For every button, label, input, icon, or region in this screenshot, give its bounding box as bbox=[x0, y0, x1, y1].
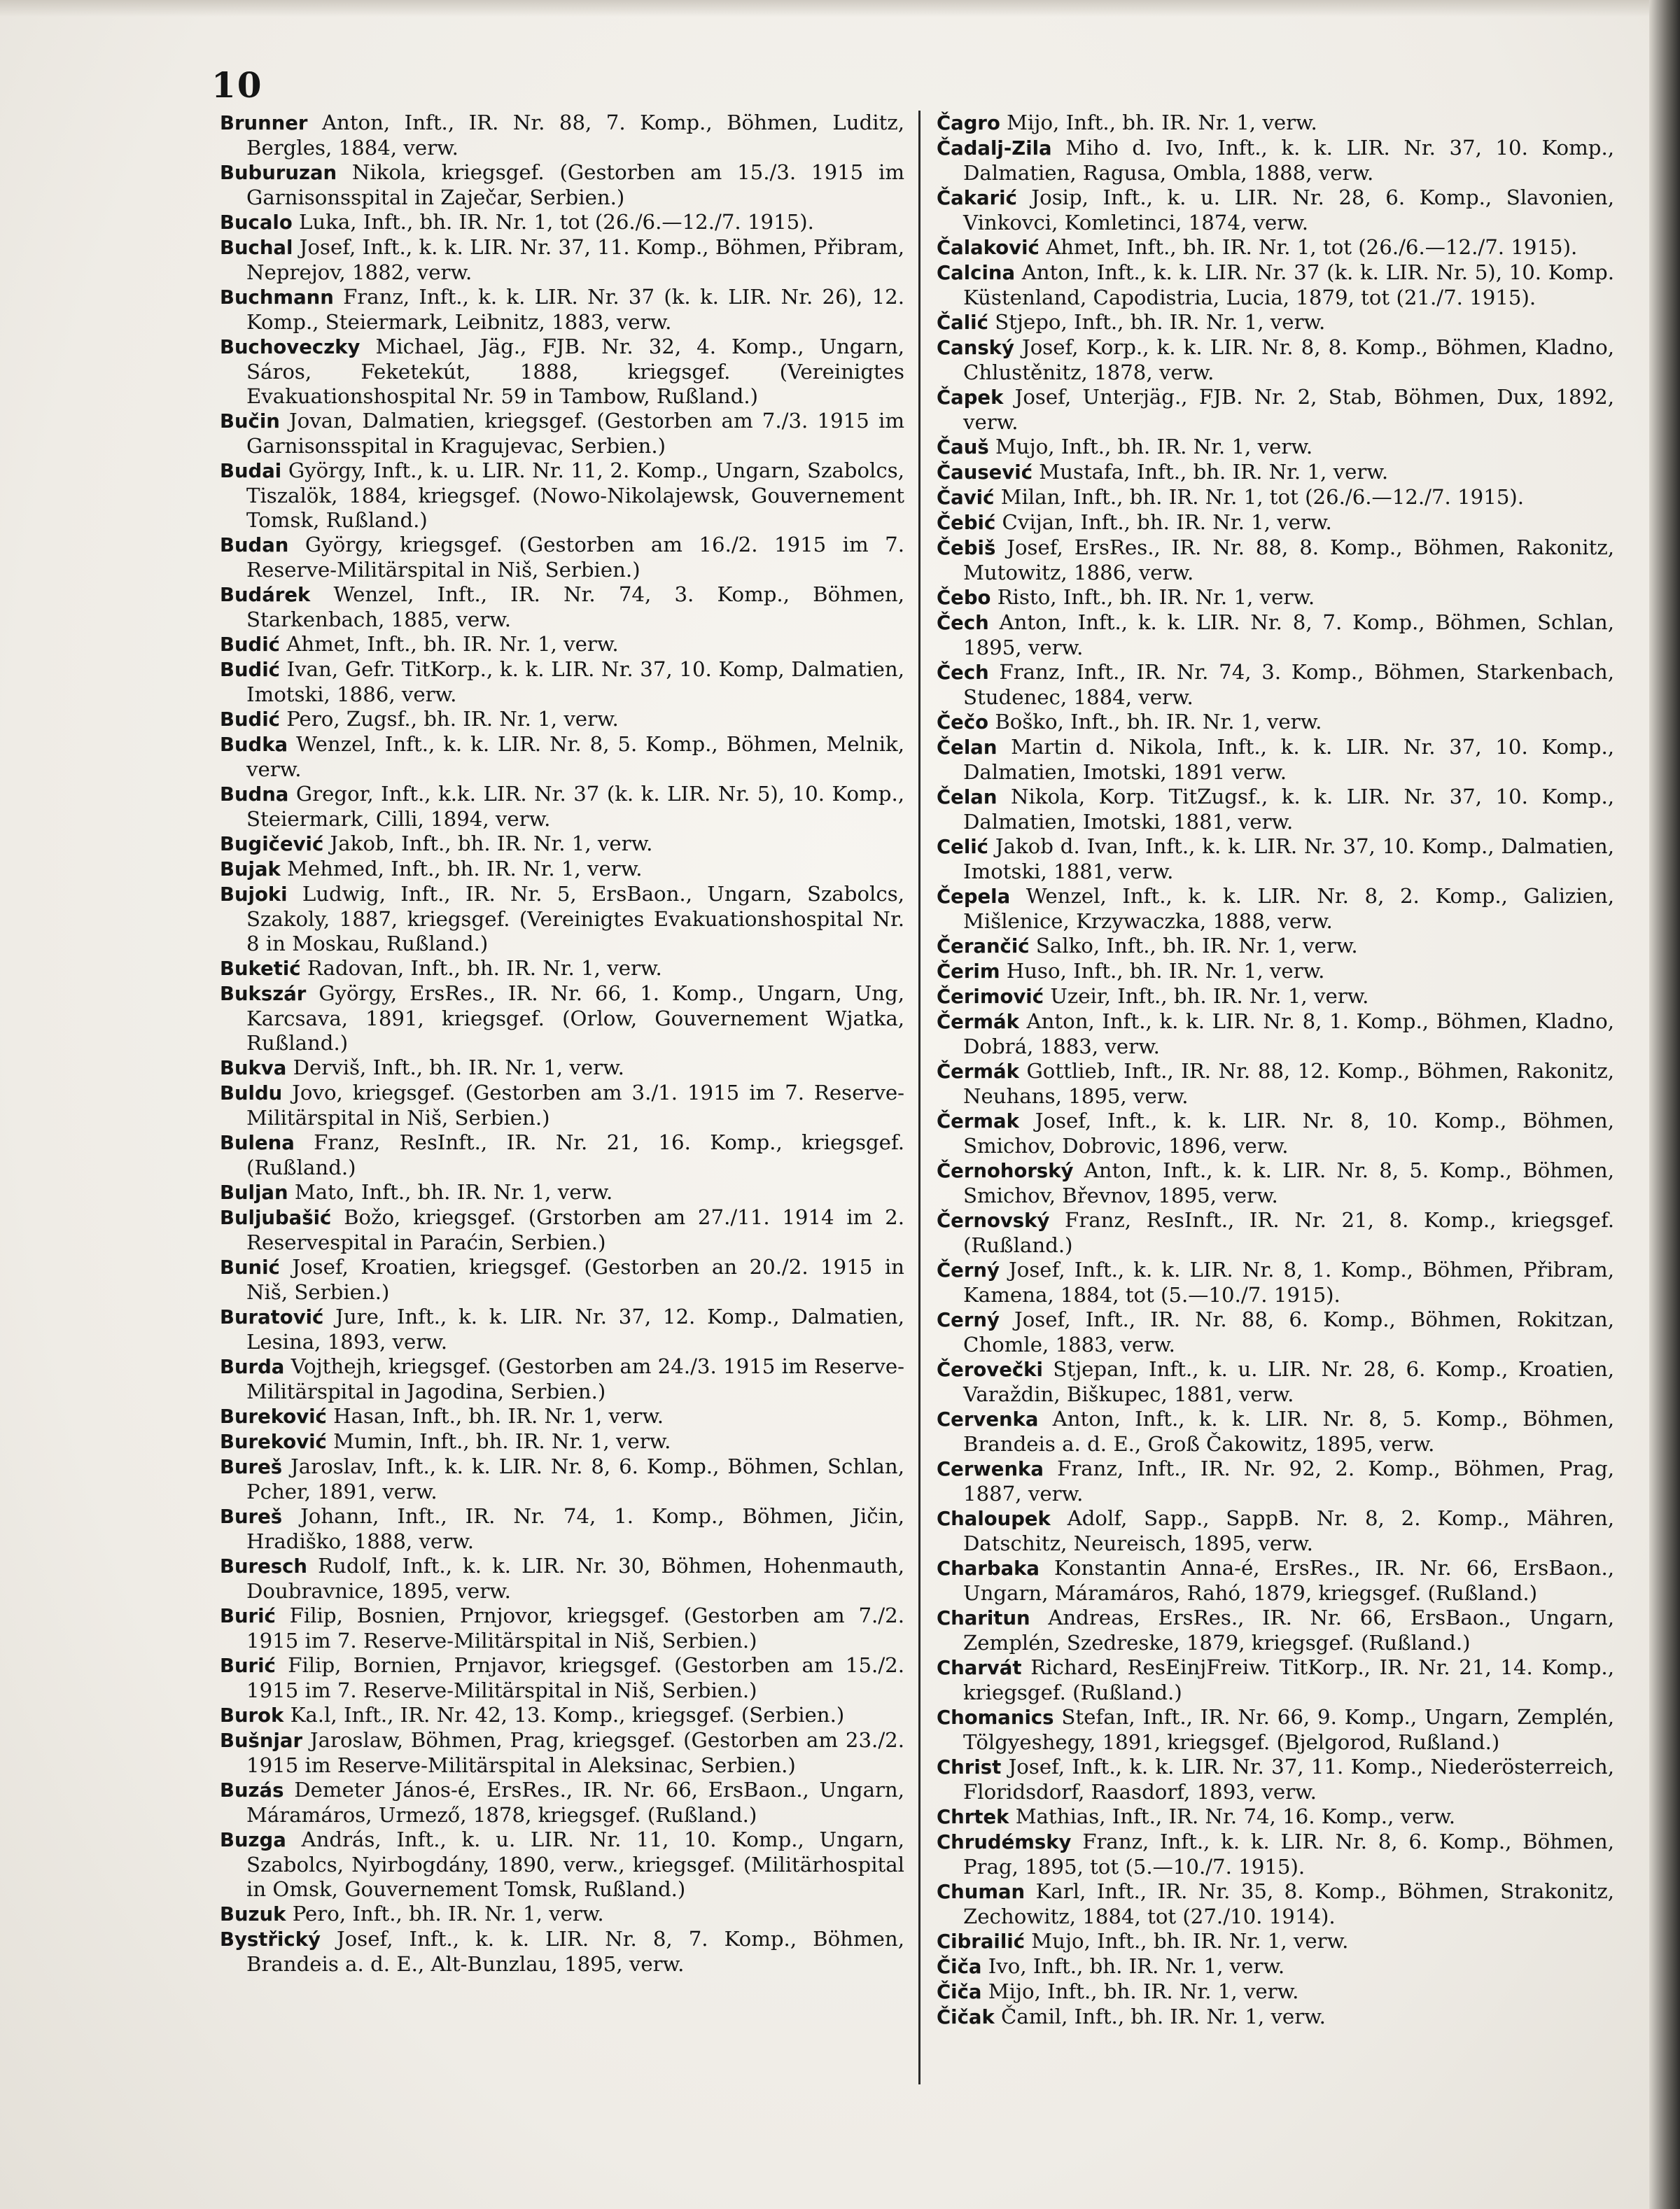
entry-surname: Cerwenka bbox=[937, 1458, 1044, 1480]
entry-surname: Čerim bbox=[937, 960, 1000, 983]
entry-details: Josip, Inft., k. u. LIR. Nr. 28, 6. Komp., Slavonien, Vinkovci, Komletinci, 1874, verw. bbox=[963, 185, 1614, 234]
entry-details: Mustafa, Inft., bh. IR. Nr. 1, verw. bbox=[1039, 460, 1389, 484]
entry-details: Čamil, Inft., bh. IR. Nr. 1, verw. bbox=[1001, 2005, 1326, 2028]
entry-surname: Chaloupek bbox=[937, 1508, 1051, 1530]
list-item bbox=[220, 1130, 904, 1180]
entry-surname: Buketić bbox=[220, 958, 301, 980]
list-item bbox=[937, 1109, 1614, 1158]
list-item bbox=[937, 1804, 1614, 1830]
entry-details: Ka.l, Inft., IR. Nr. 42, 13. Komp., kriegsgef. (Serbien.) bbox=[290, 1703, 845, 1727]
entry-details: Derviš, Inft., bh. IR. Nr. 1, verw. bbox=[293, 1056, 624, 1079]
entry-details: Cvijan, Inft., bh. IR. Nr. 1, verw. bbox=[1002, 510, 1332, 534]
list-item bbox=[220, 533, 904, 582]
list-item bbox=[937, 1158, 1614, 1208]
list-item bbox=[937, 235, 1614, 260]
entry-details: Wenzel, Inft., k. k. LIR. Nr. 8, 5. Komp., Böhmen, Melnik, verw. bbox=[246, 732, 904, 781]
entry-surname: Čapek bbox=[937, 386, 1004, 409]
list-item bbox=[937, 335, 1614, 385]
entry-details: Mehmed, Inft., bh. IR. Nr. 1, verw. bbox=[287, 857, 643, 881]
list-item bbox=[937, 136, 1614, 185]
entry-details: Jovan, Dalmatien, kriegsgef. (Gestorben am 7./3. 1915 im Garnisonsspital in Kragujevac, Serbien.) bbox=[246, 409, 904, 458]
entry-details: Mathias, Inft., IR. Nr. 74, 16. Komp., verw. bbox=[1015, 1804, 1456, 1828]
entry-surname: Bukszár bbox=[220, 983, 307, 1005]
entry-surname: Budna bbox=[220, 783, 289, 806]
column-divider bbox=[918, 111, 920, 2084]
entry-surname: Chomanics bbox=[937, 1706, 1054, 1729]
entry-details: Franz, Inft., IR. Nr. 74, 3. Komp., Böhmen, Starkenbach, Studenec, 1884, verw. bbox=[963, 660, 1614, 709]
list-item bbox=[937, 111, 1614, 136]
list-item bbox=[937, 959, 1614, 984]
entry-details: Filip, Bornien, Prnjavor, kriegsgef. (Gestorben am 15./2. 1915 im 7. Reserve-Militärspital in Niš, Serbien.) bbox=[246, 1653, 904, 1702]
entry-details: Johann, Inft., IR. Nr. 74, 1. Komp., Böhmen, Jičin, Hradiško, 1888, verw. bbox=[246, 1504, 904, 1553]
list-item bbox=[937, 1407, 1614, 1457]
entry-details: Ivo, Inft., bh. IR. Nr. 1, verw. bbox=[988, 1954, 1285, 1978]
entry-surname: Čečo bbox=[937, 711, 989, 734]
list-item bbox=[220, 1604, 904, 1653]
entry-details: Mijo, Inft., bh. IR. Nr. 1, verw. bbox=[988, 1979, 1299, 2003]
list-item bbox=[937, 1059, 1614, 1109]
list-item bbox=[220, 1255, 904, 1305]
entry-surname: Bureković bbox=[220, 1405, 327, 1428]
list-item bbox=[220, 882, 904, 956]
entry-details: Andreas, ErsRes., IR. Nr. 66, ErsBaon., Ungarn, Zemplén, Szedreske, 1879, kriegsgef. (Rußland.) bbox=[963, 1606, 1614, 1655]
entry-details: Ludwig, Inft., IR. Nr. 5, ErsBaon., Ungarn, Szabolcs, Szakoly, 1887, kriegsgef. (Vereinigtes Evakuationshospital Nr. 8 in Moskau, Rußland.) bbox=[246, 882, 904, 955]
entry-surname: Čebiš bbox=[937, 537, 996, 559]
list-item bbox=[937, 185, 1614, 235]
list-item bbox=[220, 1081, 904, 1130]
entry-surname: Čerovečki bbox=[937, 1359, 1043, 1381]
list-item bbox=[220, 707, 904, 732]
entry-surname: Čauš bbox=[937, 436, 989, 458]
entry-surname: Buratović bbox=[220, 1306, 324, 1328]
entry-details: Pero, Zugsf., bh. IR. Nr. 1, verw. bbox=[286, 707, 619, 731]
list-item bbox=[220, 335, 904, 409]
list-item bbox=[937, 735, 1614, 785]
entry-surname: Burić bbox=[220, 1655, 276, 1677]
list-item bbox=[937, 260, 1614, 310]
entry-surname: Bunić bbox=[220, 1256, 280, 1279]
list-item bbox=[937, 1258, 1614, 1307]
list-item bbox=[937, 1009, 1614, 1059]
entry-details: Hasan, Inft., bh. IR. Nr. 1, verw. bbox=[333, 1404, 664, 1428]
entry-details: Uzeir, Inft., bh. IR. Nr. 1, verw. bbox=[1050, 984, 1369, 1008]
entry-details: Anton, Inft., k. k. LIR. Nr. 8, 1. Komp., Böhmen, Kladno, Dobrá, 1883, verw. bbox=[963, 1009, 1614, 1058]
list-item bbox=[937, 535, 1614, 585]
list-item bbox=[937, 710, 1614, 735]
entry-surname: Černý bbox=[937, 1259, 1000, 1282]
entry-surname: Charvát bbox=[937, 1657, 1022, 1679]
entry-details: Radovan, Inft., bh. IR. Nr. 1, verw. bbox=[307, 956, 662, 980]
entry-details: Mumin, Inft., bh. IR. Nr. 1, verw. bbox=[333, 1429, 671, 1453]
entry-surname: Burok bbox=[220, 1704, 284, 1727]
entry-surname: Bureš bbox=[220, 1506, 283, 1528]
entry-details: György, Inft., k. u. LIR. Nr. 11, 2. Komp., Ungarn, Szabolcs, Tiszalök, 1884, kriegsgef. (Nowo-Nikolajewsk, Gouvernement Tomsk, Rußland.) bbox=[246, 458, 904, 532]
entry-details: Michael, Jäg., FJB. Nr. 32, 4. Komp., Ungarn, Sáros, Feketekút, 1888, kriegsgef. (Vereinigtes Evakuationshospital Nr. 59 in Tambow, Rußland.) bbox=[246, 335, 904, 408]
entry-surname: Budan bbox=[220, 534, 289, 556]
entry-details: Franz, Inft., k. k. LIR. Nr. 8, 6. Komp., Böhmen, Prag, 1895, tot (5.—10./7. 1915). bbox=[963, 1830, 1614, 1879]
list-item bbox=[220, 582, 904, 632]
entry-surname: Canský bbox=[937, 337, 1014, 359]
entry-surname: Čalaković bbox=[937, 237, 1040, 259]
entry-details: Salko, Inft., bh. IR. Nr. 1, verw. bbox=[1035, 934, 1358, 958]
entry-details: György, kriegsgef. (Gestorben am 16./2. 1915 im 7. Reserve-Militärspital in Niš, Serbien.) bbox=[246, 533, 904, 582]
entry-surname: Čadalj-Zila bbox=[937, 137, 1052, 160]
entry-details: Richard, ResEinjFreiw. TitKorp., IR. Nr. 21, 14. Komp., kriegsgef. (Rußland.) bbox=[963, 1655, 1614, 1704]
entry-details: Vojthejh, kriegsgef. (Gestorben am 24./3. 1915 im Reserve-Militärspital in Jagodina, Serbien.) bbox=[246, 1354, 904, 1403]
entry-details: Jovo, kriegsgef. (Gestorben am 3./1. 1915 im 7. Reserve-Militärspital in Niš, Serbien.) bbox=[246, 1081, 904, 1130]
entry-surname: Cervenka bbox=[937, 1408, 1039, 1431]
entry-surname: Čalić bbox=[937, 311, 988, 334]
list-item bbox=[937, 460, 1614, 485]
entry-surname: Čebić bbox=[937, 512, 996, 534]
entry-surname: Chuman bbox=[937, 1881, 1026, 1903]
entry-details: Josef, Inft., IR. Nr. 88, 6. Komp., Böhmen, Rokitzan, Chomle, 1883, verw. bbox=[963, 1307, 1614, 1356]
entry-details: Ahmet, Inft., bh. IR. Nr. 1, tot (26./6.—12./7. 1915). bbox=[1046, 235, 1578, 259]
list-item bbox=[937, 1307, 1614, 1357]
entry-details: Franz, ResInft., IR. Nr. 21, 16. Komp., kriegsgef. (Rußland.) bbox=[246, 1130, 904, 1179]
entry-details: Josef, Inft., k. k. LIR. Nr. 37, 11. Komp., Niederösterreich, Floridsdorf, Raasdorf, 1893, verw. bbox=[963, 1755, 1614, 1804]
list-item bbox=[937, 610, 1614, 660]
entry-details: Nikola, Korp. TitZugsf., k. k. LIR. Nr. 37, 10. Komp., Dalmatien, Imotski, 1881, verw. bbox=[963, 785, 1614, 834]
list-item bbox=[937, 1830, 1614, 1879]
list-item bbox=[220, 1504, 904, 1554]
entry-details: Josef, Inft., k. k. LIR. Nr. 8, 7. Komp., Böhmen, Brandeis a. d. E., Alt-Bunzlau, 1895, verw. bbox=[246, 1927, 904, 1976]
entry-surname: Čavić bbox=[937, 486, 995, 509]
list-item bbox=[937, 1556, 1614, 1606]
page-number: 10 bbox=[211, 64, 263, 106]
entry-surname: Buchal bbox=[220, 237, 293, 259]
list-item bbox=[220, 458, 904, 533]
entry-details: Josef, Korp., k. k. LIR. Nr. 8, 8. Komp., Böhmen, Kladno, Chlustěnitz, 1878, verw. bbox=[963, 335, 1614, 384]
entry-details: Josef, Unterjäg., FJB. Nr. 2, Stab, Böhmen, Dux, 1892, verw. bbox=[963, 385, 1614, 434]
list-item bbox=[937, 1705, 1614, 1755]
entry-surname: Čerimović bbox=[937, 986, 1044, 1008]
entry-details: Adolf, Sapp., SappB. Nr. 8, 2. Komp., Mähren, Datschitz, Neureisch, 1895, verw. bbox=[963, 1506, 1614, 1555]
entry-surname: Chrudémsky bbox=[937, 1831, 1072, 1853]
entry-surname: Čelan bbox=[937, 786, 997, 808]
list-item bbox=[220, 1404, 904, 1429]
entry-surname: Buzuk bbox=[220, 1903, 286, 1926]
entry-surname: Buzga bbox=[220, 1829, 286, 1851]
entry-surname: Bugičević bbox=[220, 833, 324, 855]
entry-surname: Buljan bbox=[220, 1181, 288, 1204]
entry-surname: Calcina bbox=[937, 262, 1016, 284]
entry-surname: Buchoveczky bbox=[220, 336, 360, 358]
entry-details: András, Inft., k. u. LIR. Nr. 11, 10. Komp., Ungarn, Szabolcs, Nyirbogdány, 1890, verw., kriegsgef. (Militärhospital in Omsk, Gouvernement Tomsk, Rußland.) bbox=[246, 1828, 904, 1901]
list-item bbox=[220, 1429, 904, 1454]
entry-details: Stefan, Inft., IR. Nr. 66, 9. Komp., Ungarn, Zemplén, Tölgyeshegy, 1891, kriegsgef. (Bjelgorod, Rußland.) bbox=[963, 1705, 1614, 1754]
list-item bbox=[937, 1879, 1614, 1929]
entry-surname: Čerančić bbox=[937, 935, 1030, 958]
list-item bbox=[220, 409, 904, 458]
entry-details: György, ErsRes., IR. Nr. 66, 1. Komp., Ungarn, Ung, Karcsava, 1891, kriegsgef. (Orlow, Gouvernement Wjatka, Rußland.) bbox=[246, 981, 904, 1055]
list-item bbox=[937, 435, 1614, 460]
entry-surname: Černohorský bbox=[937, 1160, 1074, 1182]
entry-surname: Čakarić bbox=[937, 187, 1017, 209]
entry-surname: Čagro bbox=[937, 112, 1000, 134]
entry-details: Risto, Inft., bh. IR. Nr. 1, verw. bbox=[997, 585, 1315, 609]
list-item bbox=[220, 1554, 904, 1604]
list-item bbox=[937, 1954, 1614, 1979]
list-item bbox=[937, 934, 1614, 959]
list-item bbox=[220, 160, 904, 210]
list-item bbox=[220, 732, 904, 782]
entry-surname: Bukva bbox=[220, 1057, 287, 1079]
list-item bbox=[937, 2005, 1614, 2030]
entry-details: Anton, Inft., IR. Nr. 88, 7. Komp., Böhmen, Luditz, Bergles, 1884, verw. bbox=[246, 111, 904, 160]
list-item bbox=[937, 785, 1614, 834]
entry-details: Mujo, Inft., bh. IR. Nr. 1, verw. bbox=[995, 435, 1313, 458]
list-item bbox=[220, 832, 904, 857]
entry-details: Stjepo, Inft., bh. IR. Nr. 1, verw. bbox=[995, 310, 1326, 334]
entry-surname: Čičak bbox=[937, 2006, 995, 2028]
entry-details: Franz, ResInft., IR. Nr. 21, 8. Komp., kriegsgef. (Rußland.) bbox=[963, 1208, 1614, 1257]
left-column bbox=[220, 111, 904, 2084]
list-item bbox=[220, 1902, 904, 1927]
entry-details: Wenzel, Inft., IR. Nr. 74, 3. Komp., Böhmen, Starkenbach, 1885, verw. bbox=[246, 582, 904, 631]
right-column bbox=[937, 111, 1614, 2084]
list-item bbox=[937, 1357, 1614, 1407]
list-item bbox=[937, 1655, 1614, 1705]
entry-details: Mato, Inft., bh. IR. Nr. 1, verw. bbox=[294, 1180, 613, 1204]
entry-surname: Čepela bbox=[937, 885, 1011, 908]
entry-surname: Bureković bbox=[220, 1431, 327, 1453]
entry-details: Miho d. Ivo, Inft., k. k. LIR. Nr. 37, 10. Komp., Dalmatien, Ragusa, Ombla, 1888, verw. bbox=[963, 136, 1614, 185]
page-top-shadow bbox=[0, 0, 1680, 17]
entry-details: Gregor, Inft., k.k. LIR. Nr. 37 (k. k. LIR. Nr. 5), 10. Komp., Steiermark, Cilli, 1894, verw. bbox=[246, 782, 904, 831]
list-item bbox=[220, 1354, 904, 1404]
list-item bbox=[937, 1755, 1614, 1804]
list-item bbox=[220, 1703, 904, 1728]
list-item bbox=[220, 1728, 904, 1778]
entry-surname: Bulena bbox=[220, 1132, 295, 1154]
list-item bbox=[937, 1929, 1614, 1954]
entry-details: Karl, Inft., IR. Nr. 35, 8. Komp., Böhmen, Strakonitz, Zechowitz, 1884, tot (27./10. 1914). bbox=[963, 1879, 1614, 1928]
entry-details: Franz, Inft., IR. Nr. 92, 2. Komp., Böhmen, Prag, 1887, verw. bbox=[963, 1457, 1614, 1506]
entry-details: Nikola, kriegsgef. (Gestorben am 15./3. 1915 im Garnisonsspital in Zaječar, Serbien.) bbox=[246, 160, 904, 209]
entry-surname: Celić bbox=[937, 836, 988, 858]
entry-details: Jaroslav, Inft., k. k. LIR. Nr. 8, 6. Komp., Böhmen, Schlan, Pcher, 1891, verw. bbox=[246, 1454, 904, 1503]
entry-surname: Charitun bbox=[937, 1607, 1030, 1629]
entry-details: Rudolf, Inft., k. k. LIR. Nr. 30, Böhmen, Hohenmauth, Doubravnice, 1895, verw. bbox=[246, 1554, 904, 1603]
entry-details: Mujo, Inft., bh. IR. Nr. 1, verw. bbox=[1031, 1929, 1349, 1953]
list-item bbox=[937, 485, 1614, 510]
list-item bbox=[220, 285, 904, 335]
entry-details: Pero, Inft., bh. IR. Nr. 1, verw. bbox=[292, 1902, 604, 1926]
entry-details: Stjepan, Inft., k. u. LIR. Nr. 28, 6. Komp., Kroatien, Varaždin, Biškupec, 1881, verw. bbox=[963, 1357, 1614, 1406]
list-item bbox=[220, 235, 904, 285]
list-item bbox=[220, 657, 904, 707]
list-item bbox=[937, 1979, 1614, 2005]
list-item bbox=[220, 1653, 904, 1703]
list-item bbox=[220, 1927, 904, 1977]
list-item bbox=[220, 857, 904, 882]
entry-surname: Buresch bbox=[220, 1555, 307, 1578]
list-item bbox=[220, 1056, 904, 1081]
entry-details: Anton, Inft., k. k. LIR. Nr. 37 (k. k. LIR. Nr. 5), 10. Komp. Küstenland, Capodistria, Lucia, 1879, tot (21./7. 1915). bbox=[963, 260, 1614, 309]
entry-details: Josef, ErsRes., IR. Nr. 88, 8. Komp., Böhmen, Rakonitz, Mutowitz, 1886, verw. bbox=[963, 535, 1614, 584]
entry-surname: Čausević bbox=[937, 461, 1032, 484]
list-item bbox=[937, 1457, 1614, 1506]
entry-details: Anton, Inft., k. k. LIR. Nr. 8, 5. Komp., Böhmen, Brandeis a. d. E., Groß Čakowitz, 1895, verw. bbox=[963, 1407, 1614, 1456]
entry-surname: Čech bbox=[937, 612, 989, 634]
entry-details: Milan, Inft., bh. IR. Nr. 1, tot (26./6.—12./7. 1915). bbox=[1000, 485, 1525, 509]
list-item bbox=[220, 956, 904, 981]
entry-details: Božo, kriegsgef. (Grstorben am 27./11. 1914 im 2. Reservespital in Paraćin, Serbien.) bbox=[246, 1205, 904, 1254]
entry-surname: Brunner bbox=[220, 112, 308, 134]
entry-surname: Čiča bbox=[937, 1956, 982, 1978]
entry-details: Wenzel, Inft., k. k. LIR. Nr. 8, 2. Komp., Galizien, Mišlenice, Krzywaczka, 1888, verw. bbox=[963, 884, 1614, 933]
entry-details: Jakob d. Ivan, Inft., k. k. LIR. Nr. 37, 10. Komp., Dalmatien, Imotski, 1881, verw. bbox=[963, 834, 1614, 883]
entry-surname: Čebo bbox=[937, 587, 991, 609]
list-item bbox=[937, 660, 1614, 710]
list-item bbox=[937, 834, 1614, 884]
list-item bbox=[220, 1180, 904, 1205]
list-item bbox=[220, 111, 904, 160]
entry-surname: Buzás bbox=[220, 1779, 284, 1802]
list-item bbox=[937, 1506, 1614, 1556]
entry-surname: Čiča bbox=[937, 1981, 982, 2003]
entry-surname: Chrtek bbox=[937, 1806, 1009, 1828]
entry-surname: Burić bbox=[220, 1605, 276, 1627]
list-item bbox=[220, 1305, 904, 1354]
entry-surname: Čermák bbox=[937, 1011, 1019, 1033]
entry-surname: Bureš bbox=[220, 1456, 283, 1478]
entry-details: Anton, Inft., k. k. LIR. Nr. 8, 5. Komp., Böhmen, Smichov, Břevnov, 1895, verw. bbox=[963, 1158, 1614, 1207]
entry-details: Anton, Inft., k. k. LIR. Nr. 8, 7. Komp., Böhmen, Schlan, 1895, verw. bbox=[963, 610, 1614, 659]
list-item bbox=[220, 1778, 904, 1828]
entry-surname: Čech bbox=[937, 661, 989, 684]
entry-surname: Budárek bbox=[220, 584, 311, 606]
entry-surname: Budić bbox=[220, 708, 280, 731]
entry-surname: Buldu bbox=[220, 1082, 283, 1104]
entry-surname: Budai bbox=[220, 460, 282, 482]
list-item bbox=[937, 510, 1614, 535]
entry-surname: Budka bbox=[220, 734, 288, 756]
entry-surname: Burda bbox=[220, 1356, 285, 1378]
entry-details: Jakob, Inft., bh. IR. Nr. 1, verw. bbox=[330, 832, 653, 855]
entry-details: Filip, Bosnien, Prnjovor, kriegsgef. (Gestorben am 7./2. 1915 im 7. Reserve-Militärspital in Niš, Serbien.) bbox=[246, 1604, 904, 1653]
entry-details: Jure, Inft., k. k. LIR. Nr. 37, 12. Komp., Dalmatien, Lesina, 1893, verw. bbox=[246, 1305, 904, 1354]
list-item bbox=[220, 632, 904, 657]
entry-surname: Budić bbox=[220, 633, 280, 656]
entry-details: Boško, Inft., bh. IR. Nr. 1, verw. bbox=[995, 710, 1322, 734]
list-item bbox=[937, 884, 1614, 934]
entry-surname: Buburuzan bbox=[220, 162, 337, 184]
entry-details: Martin d. Nikola, Inft., k. k. LIR. Nr. 37, 10. Komp., Dalmatien, Imotski, 1891 verw. bbox=[963, 735, 1614, 784]
entry-surname: Bystřický bbox=[220, 1928, 321, 1951]
list-item bbox=[937, 310, 1614, 335]
list-item bbox=[220, 1454, 904, 1504]
entry-surname: Bujak bbox=[220, 858, 281, 881]
entry-surname: Čermák bbox=[937, 1060, 1019, 1083]
list-item bbox=[937, 385, 1614, 435]
entry-details: Gottlieb, Inft., IR. Nr. 88, 12. Komp., Böhmen, Rakonitz, Neuhans, 1895, verw. bbox=[963, 1059, 1614, 1108]
entry-surname: Bujoki bbox=[220, 883, 288, 906]
entry-details: Ahmet, Inft., bh. IR. Nr. 1, verw. bbox=[286, 632, 619, 656]
entry-details: Jaroslaw, Böhmen, Prag, kriegsgef. (Gestorben am 23./2. 1915 im Reserve-Militärspital in Aleksinac, Serbien.) bbox=[246, 1728, 904, 1777]
entry-surname: Cibrailić bbox=[937, 1930, 1025, 1953]
list-item bbox=[220, 1205, 904, 1255]
entry-details: Luka, Inft., bh. IR. Nr. 1, tot (26./6.—12./7. 1915). bbox=[299, 210, 814, 234]
list-item bbox=[937, 1606, 1614, 1655]
entry-surname: Charbaka bbox=[937, 1557, 1040, 1580]
page-binding-edge bbox=[1649, 0, 1680, 2209]
entry-surname: Bušnjar bbox=[220, 1730, 303, 1752]
list-item bbox=[220, 1828, 904, 1902]
entry-surname: Christ bbox=[937, 1756, 1002, 1779]
entry-surname: Čelan bbox=[937, 736, 997, 759]
entry-surname: Čermak bbox=[937, 1110, 1019, 1132]
entry-details: Josef, Inft., k. k. LIR. Nr. 37, 11. Komp., Böhmen, Přibram, Neprejov, 1882, verw. bbox=[246, 235, 904, 284]
entry-surname: Bucalo bbox=[220, 211, 293, 234]
list-item bbox=[937, 1208, 1614, 1258]
entry-details: Demeter János-é, ErsRes., IR. Nr. 66, ErsBaon., Ungarn, Máramáros, Urmező, 1878, kriegsgef. (Rußland.) bbox=[246, 1778, 904, 1827]
entry-surname: Cerný bbox=[937, 1309, 1000, 1331]
entry-details: Josef, Inft., k. k. LIR. Nr. 8, 1. Komp., Böhmen, Přibram, Kamena, 1884, tot (5.—10./7. 1915). bbox=[963, 1258, 1614, 1307]
entry-surname: Budić bbox=[220, 659, 280, 681]
entry-surname: Bučin bbox=[220, 410, 280, 433]
entry-details: Josef, Kroatien, kriegsgef. (Gestorben an 20./2. 1915 in Niš, Serbien.) bbox=[246, 1255, 904, 1304]
entry-surname: Buchmann bbox=[220, 286, 334, 309]
list-item bbox=[937, 585, 1614, 610]
entry-details: Konstantin Anna-é, ErsRes., IR. Nr. 66, ErsBaon., Ungarn, Máramáros, Rahó, 1879, kriegsgef. (Rußland.) bbox=[963, 1556, 1614, 1605]
list-item bbox=[220, 210, 904, 235]
entry-surname: Buljubašić bbox=[220, 1207, 332, 1229]
entry-details: Ivan, Gefr. TitKorp., k. k. LIR. Nr. 37, 10. Komp, Dalmatien, Imotski, 1886, verw. bbox=[246, 657, 904, 706]
entry-details: Josef, Inft., k. k. LIR. Nr. 8, 10. Komp., Böhmen, Smichov, Dobrovic, 1896, verw. bbox=[963, 1109, 1614, 1158]
list-item bbox=[220, 782, 904, 832]
list-item bbox=[937, 984, 1614, 1009]
entry-surname: Černovský bbox=[937, 1209, 1050, 1232]
list-item bbox=[220, 981, 904, 1056]
entry-details: Franz, Inft., k. k. LIR. Nr. 37 (k. k. LIR. Nr. 26), 12. Komp., Steiermark, Leibnitz, 1883, verw. bbox=[246, 285, 904, 334]
entry-details: Mijo, Inft., bh. IR. Nr. 1, verw. bbox=[1007, 111, 1317, 134]
entry-details: Huso, Inft., bh. IR. Nr. 1, verw. bbox=[1006, 959, 1325, 983]
